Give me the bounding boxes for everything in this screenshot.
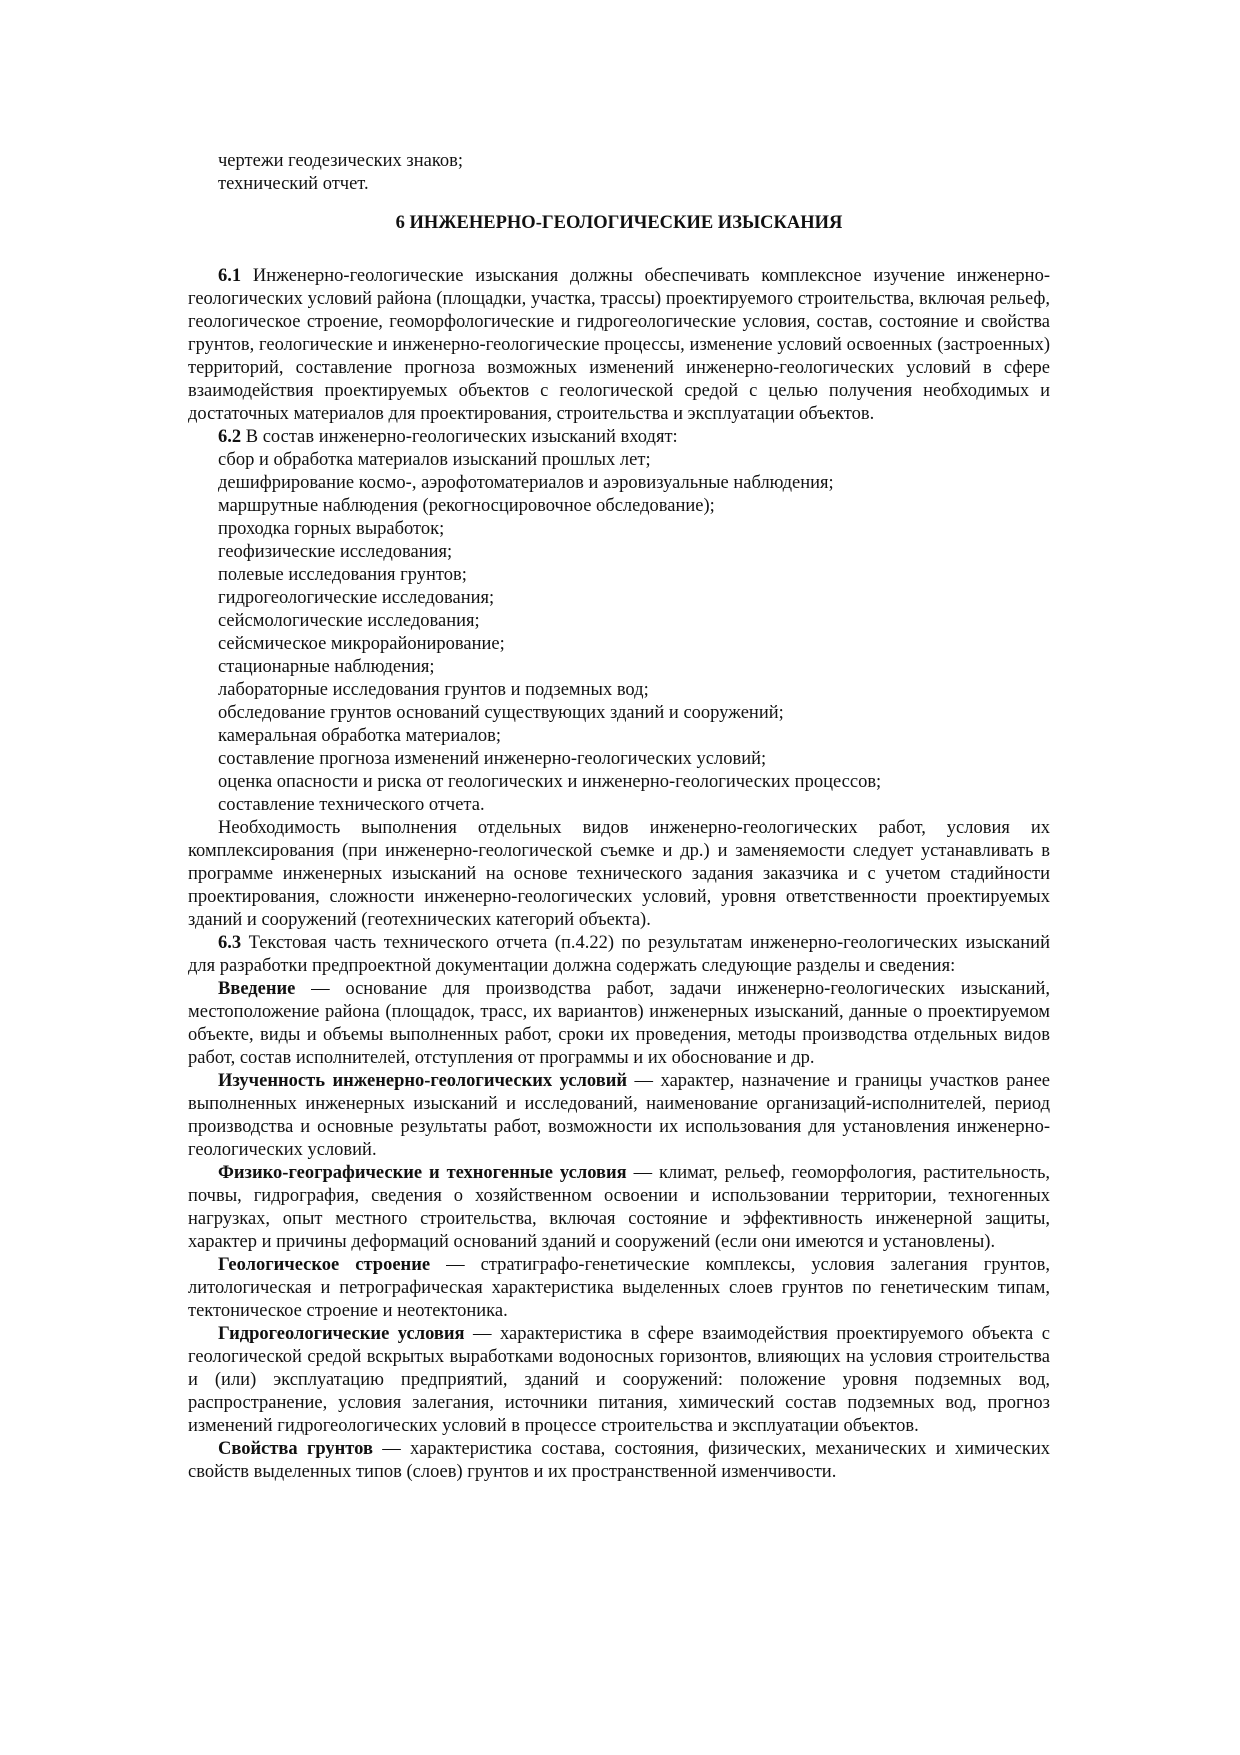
section-term: Изученность инженерно-геологических условий	[218, 1071, 628, 1091]
clause-number: 6.3	[218, 933, 242, 953]
paragraph-6-2	[188, 426, 1050, 449]
section-physical-geographic	[188, 1162, 1050, 1254]
section-term: Гидрогеологические условия	[218, 1324, 465, 1344]
paragraph-6-3	[188, 932, 1050, 978]
section-text: — стратиграфо-генетические комплексы, условия залегания грунтов, литологическая и петрографическая характеристика выделенных слоев грунтов по генетическим типам, тектоническое строение и неотектоника.	[188, 1255, 1051, 1321]
list-item: сейсмологические исследования;	[218, 611, 480, 631]
section-term: Введение	[218, 979, 296, 999]
list-item: геофизические исследования;	[218, 542, 453, 562]
list-item: сейсмическое микрорайонирование;	[218, 634, 505, 654]
paragraph-text: Текстовая часть технического отчета (п.4.22) по результатам инженерно-геологических изысканий для разработки предпроектной документации должна содержать следующие разделы и сведения:	[188, 933, 1050, 976]
intro-item: технический отчет.	[218, 174, 369, 194]
section-text: — характеристика состава, состояния, физических, механических и химических свойств выделенных типов (слоев) грунтов и их пространственной изменчивости.	[188, 1439, 1050, 1482]
section-soil-properties	[188, 1438, 1050, 1484]
list-item: лабораторные исследования грунтов и подземных вод;	[218, 680, 649, 700]
list-6-2	[188, 449, 1050, 817]
section-introduction	[188, 978, 1050, 1070]
paragraph-text: Инженерно-геологические изыскания должны обеспечивать комплексное изучение инженерно-геологических условий района (площадки, участка, трассы) проектируемого строительства, включая рельеф, геологическое строение, геоморфологические и гидрогеологические условия, состав, состояние и свойства грунтов, геологические и инженерно-геологические процессы, изменение условий освоенных (застроенных) территорий, составление прогноза возможных изменений инженерно-геологических условий в сфере взаимодействия проектируемых объектов с геологической средой с целью получения необходимых и достаточных материалов для проектирования, строительства и эксплуатации объектов.	[188, 266, 1050, 424]
list-item: полевые исследования грунтов;	[218, 565, 467, 585]
list-item: стационарные наблюдения;	[218, 657, 435, 677]
document-page	[188, 150, 1050, 1484]
list-item: сбор и обработка материалов изысканий прошлых лет;	[218, 450, 651, 470]
section-text: — характеристика в сфере взаимодействия проектируемого объекта с геологической средой вскрытых выработками водоносных горизонтов, влияющих на условия строительства и (или) эксплуатацию предприятий, зданий и сооружений: положение уровня подземных вод, распространение, условия залегания, источники питания, химический состав подземных вод, прогноз изменений гидрогеологических условий в процессе строительства и эксплуатации объектов.	[188, 1324, 1050, 1436]
list-item: составление прогноза изменений инженерно-геологических условий;	[218, 749, 767, 769]
list-item: дешифрирование космо-, аэрофотоматериалов и аэровизуальные наблюдения;	[218, 473, 834, 493]
section-text: — климат, рельеф, геоморфология, растительность, почвы, гидрография, сведения о хозяйственном освоении и использовании территории, техногенных нагрузках, опыт местного строительства, включая состояние и эффективность инженерной защиты, характер и причины деформаций оснований зданий и сооружений (если они имеются и установлены).	[188, 1163, 1051, 1252]
list-item: камеральная обработка материалов;	[218, 726, 502, 746]
clause-number: 6.1	[218, 266, 242, 286]
list-item: гидрогеологические исследования;	[218, 588, 495, 608]
section-term: Геологическое строение	[218, 1255, 431, 1275]
section-hydrogeological	[188, 1323, 1050, 1438]
section-heading: 6 ИНЖЕНЕРНО-ГЕОЛОГИЧЕСКИЕ ИЗЫСКАНИЯ	[395, 213, 843, 233]
list-item: маршрутные наблюдения (рекогносцировочное обследование);	[218, 496, 715, 516]
section-study-level	[188, 1070, 1050, 1162]
section-text: — основание для производства работ, задачи инженерно-геологических изысканий, местоположение района (площадок, трасс, их вариантов) инженерных изысканий, данные о проектируемом объекте, виды и объемы выполненных работ, сроки их проведения, методы производства отдельных видов работ, состав исполнителей, отступления от программы и их обоснование и др.	[188, 979, 1050, 1068]
paragraph-necessity: Необходимость выполнения отдельных видов инженерно-геологических работ, условия их комплексирования (при инженерно-геологической съемке и др.) и заменяемости следует устанавливать в программе инженерных изысканий на основе технического задания заказчика и с учетом стадийности проектирования, сложности инженерно-геологических условий, уровня ответственности проектируемых зданий и сооружений (геотехнических категорий объекта).	[188, 818, 1050, 930]
section-term: Физико-географические и техногенные условия	[218, 1163, 627, 1183]
paragraph-6-1	[188, 265, 1050, 426]
section-term: Свойства грунтов	[218, 1439, 373, 1459]
list-item: составление технического отчета.	[218, 795, 485, 815]
list-item: проходка горных выработок;	[218, 519, 445, 539]
section-geological-structure	[188, 1254, 1050, 1323]
paragraph-text: В состав инженерно-геологических изысканий входят:	[241, 427, 678, 447]
list-item: обследование грунтов оснований существующих зданий и сооружений;	[218, 703, 784, 723]
section-text: — характер, назначение и границы участков ранее выполненных инженерных изысканий и исследований, наименование организаций-исполнителей, период производства и основные результаты работ, возможности их использования для установления инженерно-геологических условий.	[188, 1071, 1050, 1160]
clause-number: 6.2	[218, 427, 242, 447]
intro-item: чертежи геодезических знаков;	[218, 151, 463, 171]
list-item: оценка опасности и риска от геологических и инженерно-геологических процессов;	[218, 772, 882, 792]
